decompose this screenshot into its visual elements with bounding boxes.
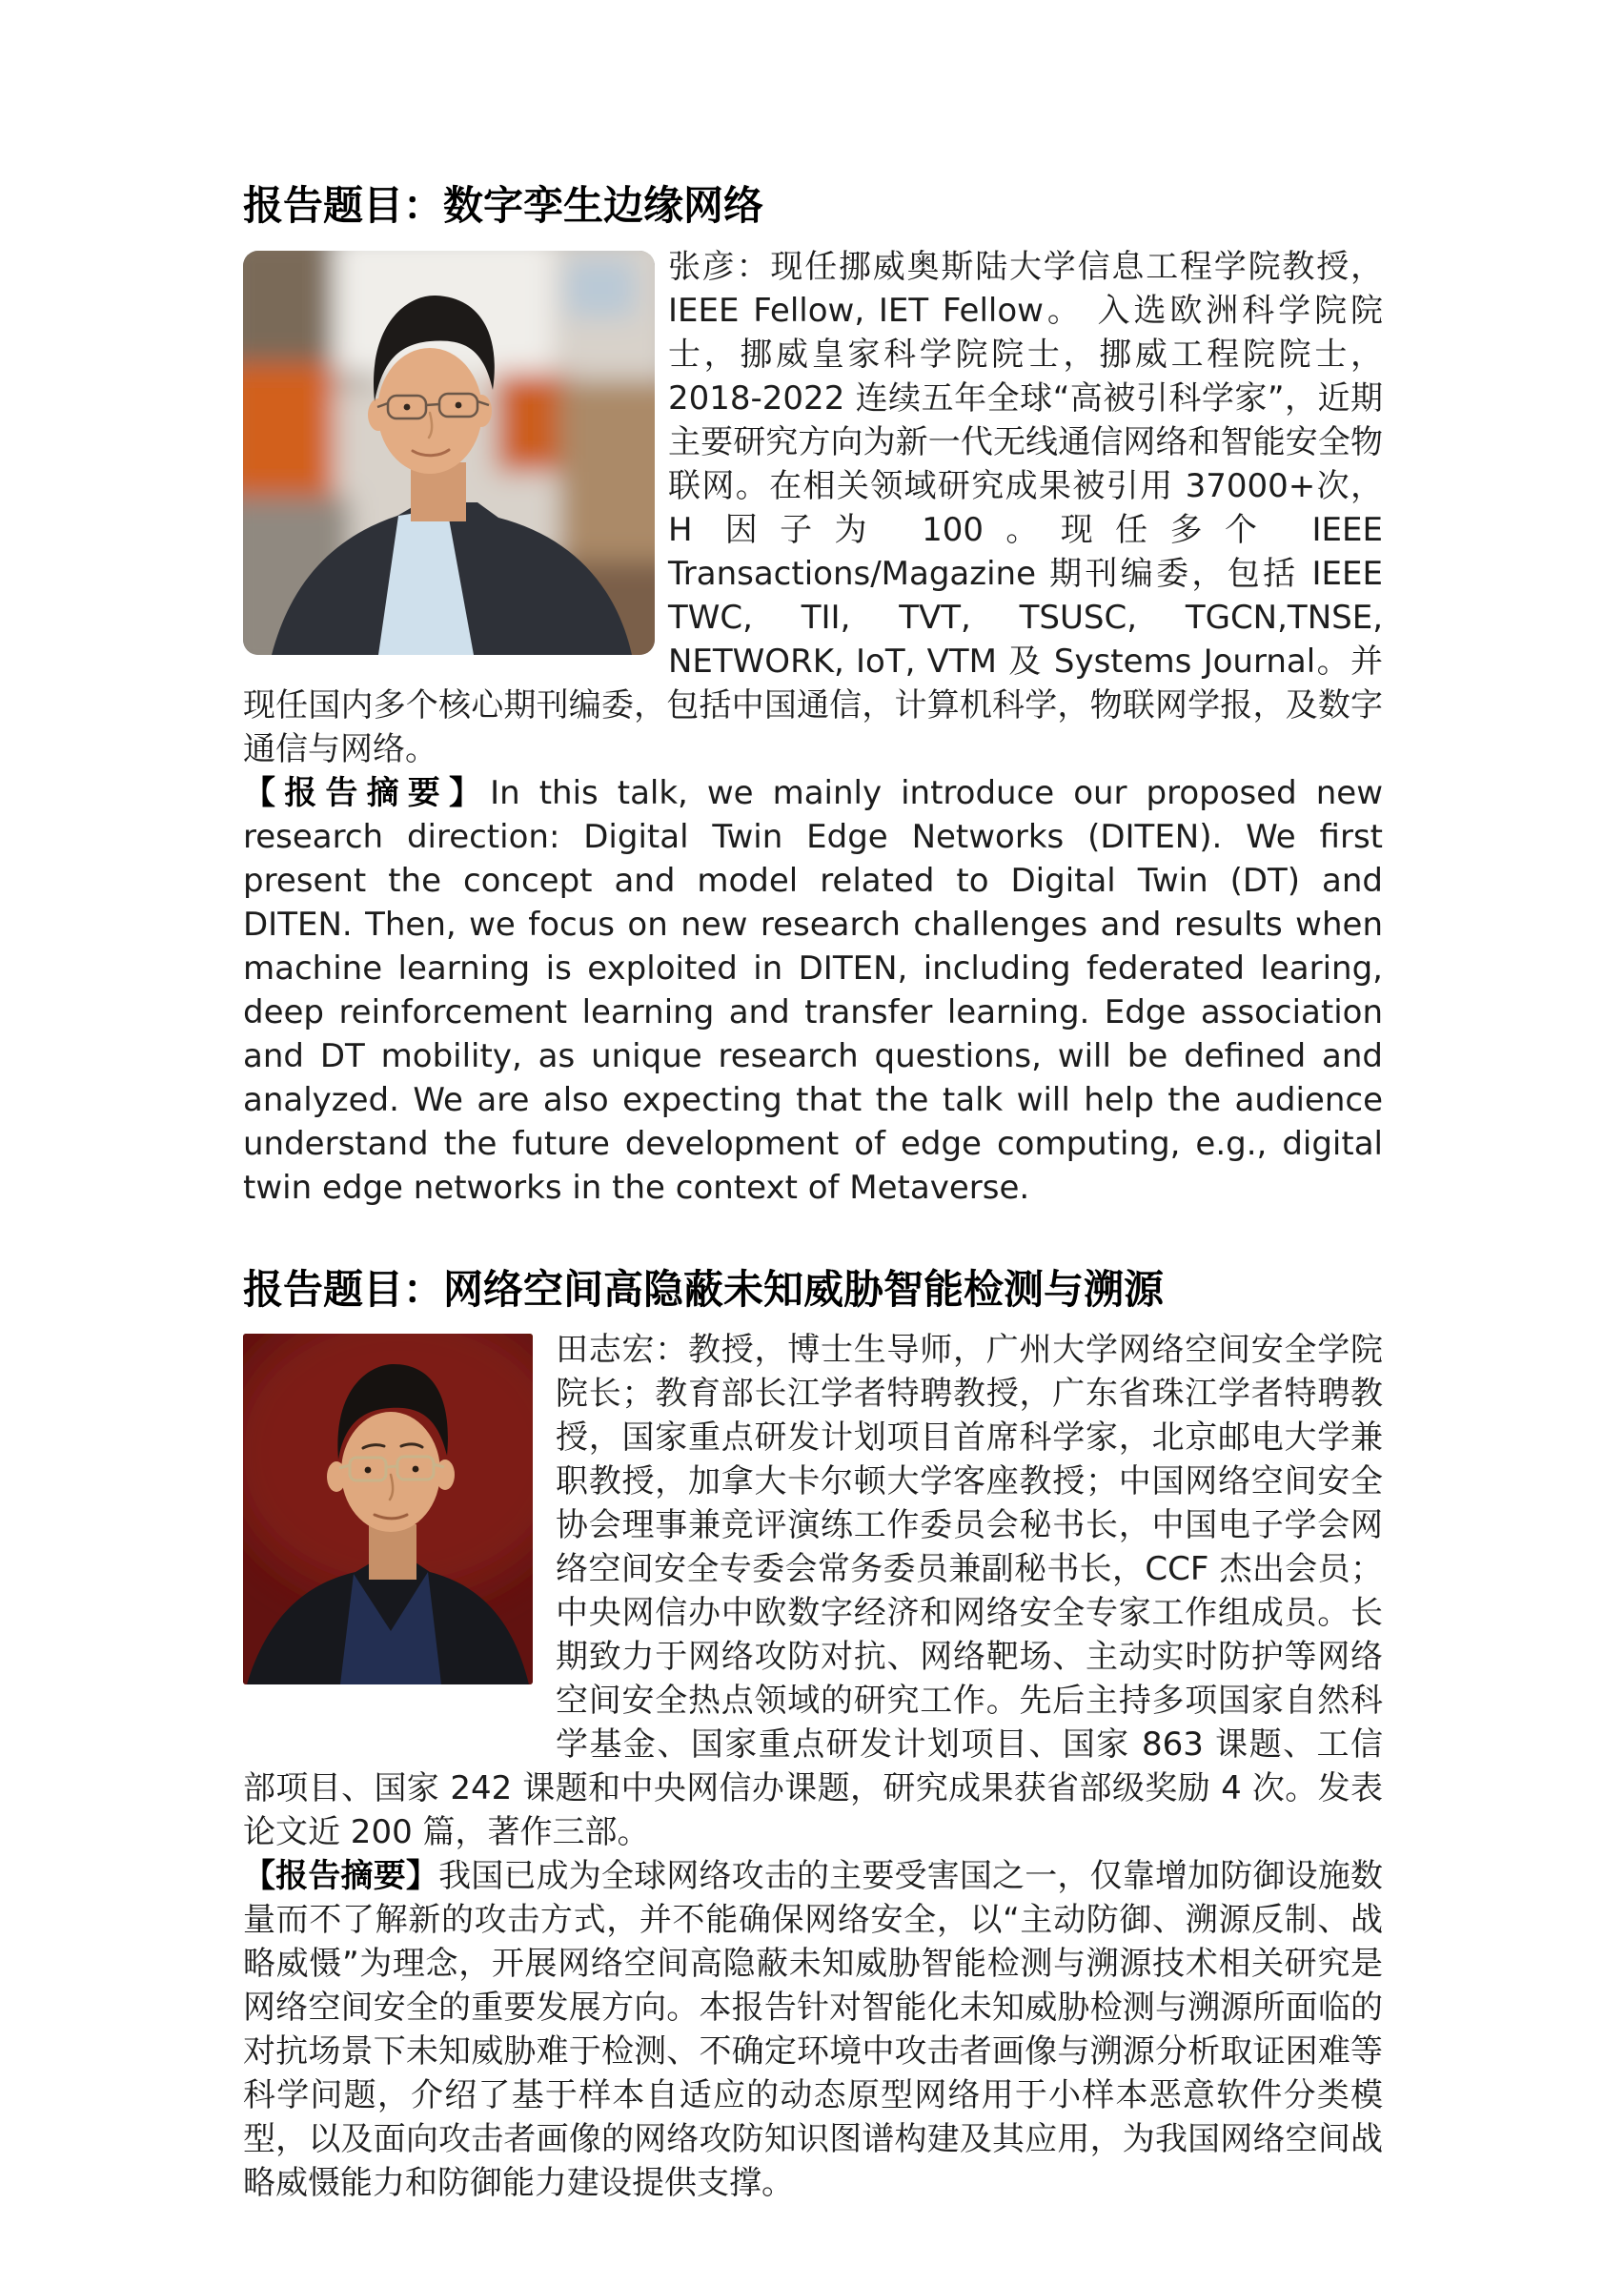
talk-title: 报告题目：数字孪生边缘网络: [243, 182, 764, 229]
speaker-photo-illustration: [243, 251, 655, 655]
abstract-paragraph: [243, 1854, 1383, 2205]
face-shape: [341, 1412, 440, 1532]
speaker-bio-block: [243, 245, 1383, 771]
speaker-photo: [243, 251, 655, 655]
speaker-bio: 田志宏：教授，博士生导师，广州大学网络空间安全学院院长；教育部长江学者特聘教授，广东省珠江学者特聘教授，国家重点研发计划项目首席科学家，北京邮电大学兼职教授，加拿大卡尔顿大学客座教授；中国网络空间安全协会理事兼竞评演练工作委员会秘书长，中国电子学会网络空间安全专委会常务委员兼副秘书长，CCF 杰出会员；中央网信办中欧数字经济和网络安全专家工作组成员。长期致力于网络攻防对抗、网络靶场、主动实时防护等网络空间安全热点领域的研究工作。先后主持多项国家自然科学基金、国家重点研发计划项目、国家 863 课题、工信部项目、国家 242 课题和中央网信办课题，研究成果获省部级奖励 4 次。发表论文近 200 篇，著作三部。: [243, 1331, 1383, 1851]
window-shape: [565, 258, 636, 317]
speaker-photo: [243, 1334, 533, 1684]
orange-sofa-shape: [243, 363, 335, 511]
abstract-text: 我国已成为全球网络攻击的主要受害国之一，仅靠增加防御设施数量而不了解新的攻击方式，并不能确保网络安全，以“主动防御、溯源反制、战略威慑”为理念，开展网络空间高隐蔽未知威胁智能检测与溯源技术相关研究是网络空间安全的重要发展方向。本报告针对智能化未知威胁检测与溯源所面临的对抗场景下未知威胁难于检测、不确定环境中攻击者画像与溯源分析取证困难等科学问题，介绍了基于样本自适应的动态原型网络用于小样本恶意软件分类模型，以及面向攻击者画像的网络攻防知识图谱构建及其应用，为我国网络空间战略威慑能力和防御能力建设提供支撑。: [243, 1857, 1384, 2202]
abstract-label: 【报告摘要】: [243, 773, 491, 812]
talk-title: 报告题目：网络空间高隐蔽未知威胁智能检测与溯源: [243, 1265, 1165, 1313]
abstract-label: 【报告摘要】: [243, 1857, 439, 1895]
talk-section-2: [243, 1265, 1383, 2206]
speaker-bio-block: [243, 1328, 1383, 1854]
abstract-paragraph: [243, 771, 1383, 1210]
speaker-photo-illustration: [243, 1334, 533, 1684]
abstract-text: In this talk, we mainly introduce our proposed new research direction: Digital Twin Edge Networks (DITEN). We first present the concept and model related to Digital Twin (DT) and DITEN. Then, we focus on new research challenges and results when machine learning is exploited in DITEN, including federated learing, deep reinforcement learning and transfer learning. Edge association and DT mobility, as unique research questions, will be defined and analyzed. We are also expecting that the talk will help the audience understand the future development of edge computing, e.g., digital twin edge networks in the context of Metaverse.: [243, 773, 1383, 1207]
talk-section-1: [243, 181, 1383, 1210]
page-content: [243, 181, 1383, 2205]
speaker-bio: 张彦：现任挪威奥斯陆大学信息工程学院教授，IEEE Fellow, IET Fellow。 入选欧洲科学院院士，挪威皇家科学院院士，挪威工程院院士，2018-2022 连续五年全球“高被引科学家”，近期主要研究方向为新一代无线通信网络和智能安全物联网。在相关领域研究成果被引用 37000+次，H 因子为 100。现任多个 IEEE Transactions/Magazine 期刊编委，包括 IEEE TWC, TII, TVT, TSUSC, TGCN,TNSE, NETWORK, IoT, VTM 及 Systems Journal。并现任国内多个核心期刊编委，包括中国通信，计算机科学，物联网学报，及数字通信与网络。: [243, 247, 1383, 768]
